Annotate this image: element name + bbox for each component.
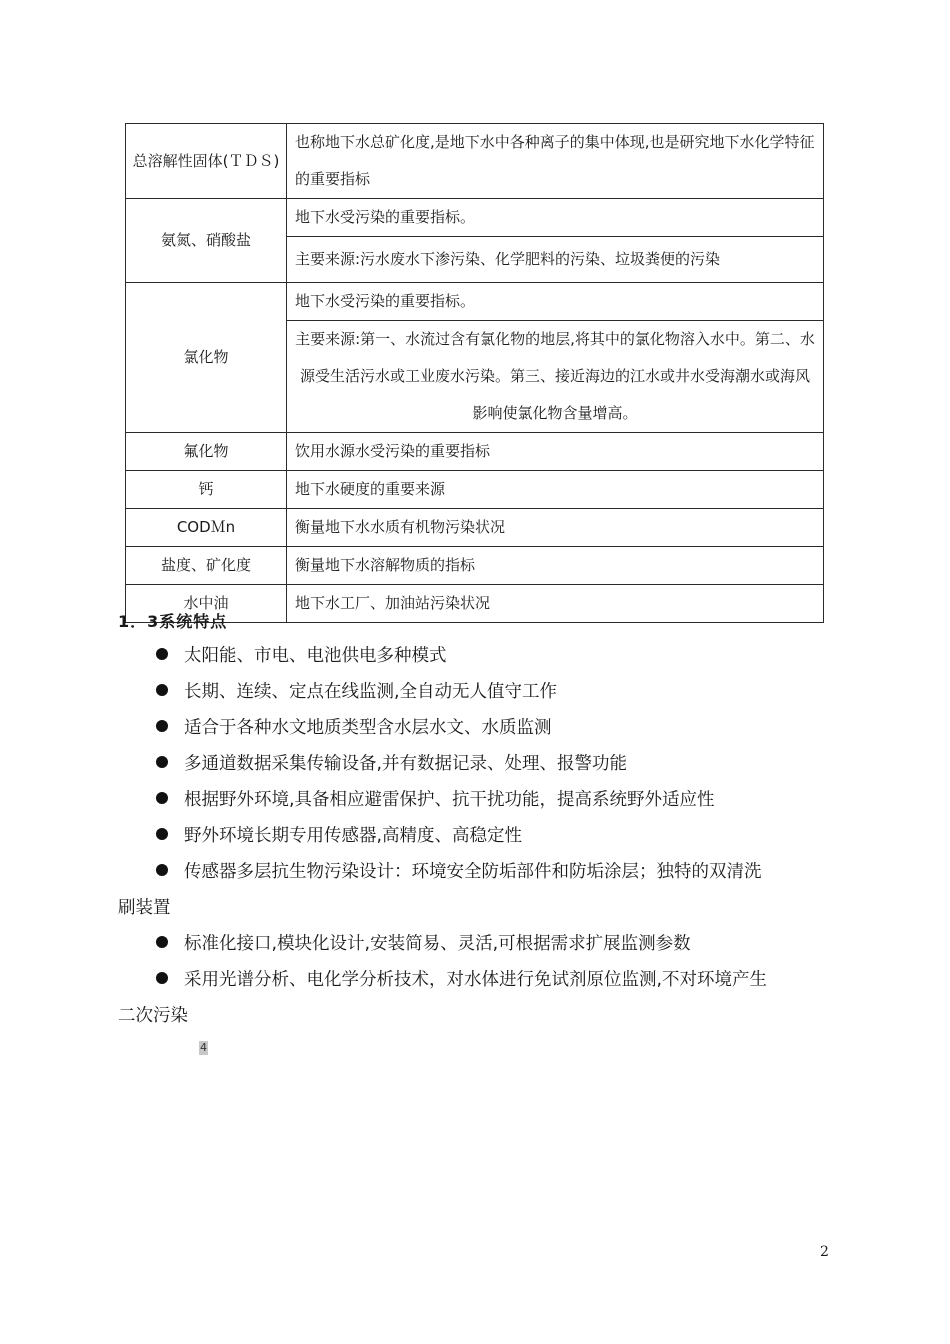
list-item <box>118 710 830 746</box>
bullet-icon <box>156 936 168 948</box>
table-row <box>126 509 824 547</box>
parameter-description: 衡量地下水溶解物质的指标 <box>287 547 824 585</box>
parameter-description: 地下水受污染的重要指标。 <box>287 199 824 237</box>
feature-list <box>118 638 830 1034</box>
parameter-table <box>125 123 824 623</box>
parameter-description: 饮用水源水受污染的重要指标 <box>287 433 824 471</box>
parameter-description: 主要来源:污水废水下渗污染、化学肥料的污染、垃圾粪便的污染 <box>287 237 824 283</box>
parameter-name: CODＭn <box>126 509 287 547</box>
parameter-name: 盐度、矿化度 <box>126 547 287 585</box>
feature-text-continuation: 刷装置 <box>118 898 171 918</box>
feature-text: 适合于各种水文地质类型含水层水文、水质监测 <box>184 718 552 738</box>
parameter-name: 氨氮、硝酸盐 <box>126 199 287 283</box>
page-number: 2 <box>820 1244 829 1260</box>
table-row <box>126 471 824 509</box>
table-row <box>126 547 824 585</box>
list-item <box>118 854 830 926</box>
bullet-icon <box>156 864 168 876</box>
bullet-icon <box>156 648 168 660</box>
parameter-description: 也称地下水总矿化度,是地下水中各种离子的集中体现,也是研究地下水化学特征的重要指标 <box>287 124 824 199</box>
feature-text-continuation: 二次污染 <box>118 1006 188 1026</box>
list-item <box>118 962 830 1034</box>
feature-text: 标准化接口,模块化设计,安装简易、灵活,可根据需求扩展监测参数 <box>184 934 691 954</box>
feature-text: 根据野外环境,具备相应避雷保护、抗干扰功能，提高系统野外适应性 <box>184 790 715 810</box>
parameter-description: 主要来源:第一、水流过含有氯化物的地层,将其中的氯化物溶入水中。第二、水源受生活污水或工业废水污染。第三、接近海边的江水或井水受海潮水或海风影响使氯化物含量增高。 <box>287 321 824 433</box>
parameter-name: 钙 <box>126 471 287 509</box>
table-row <box>126 199 824 237</box>
list-item <box>118 782 830 818</box>
bullet-icon <box>156 792 168 804</box>
table-row <box>126 433 824 471</box>
feature-text: 多通道数据采集传输设备,并有数据记录、处理、报警功能 <box>184 754 628 774</box>
bullet-icon <box>156 756 168 768</box>
page-marker: 4 <box>200 1041 207 1054</box>
list-item <box>118 926 830 962</box>
section-heading: 1．3系统特点 <box>118 612 228 631</box>
bullet-icon <box>156 684 168 696</box>
parameter-name: 总溶解性固体(ＴＤＳ) <box>126 124 287 199</box>
list-item <box>118 674 830 710</box>
parameter-description: 地下水受污染的重要指标。 <box>287 283 824 321</box>
parameter-description: 地下水工厂、加油站污染状况 <box>287 585 824 623</box>
parameter-description: 衡量地下水水质有机物污染状况 <box>287 509 824 547</box>
list-item <box>118 638 830 674</box>
feature-text: 长期、连续、定点在线监测,全自动无人值守工作 <box>184 682 558 702</box>
parameter-name: 氟化物 <box>126 433 287 471</box>
parameter-name: 水中油 <box>126 585 287 623</box>
feature-text: 采用光谱分析、电化学分析技术，对水体进行免试剂原位监测,不对环境产生 <box>184 970 768 990</box>
parameter-name: 氯化物 <box>126 283 287 433</box>
feature-text: 传感器多层抗生物污染设计：环境安全防垢部件和防垢涂层；独特的双清洗 <box>184 862 762 882</box>
parameter-description: 地下水硬度的重要来源 <box>287 471 824 509</box>
list-item <box>118 746 830 782</box>
table-row <box>126 124 824 199</box>
bullet-icon <box>156 720 168 732</box>
bullet-icon <box>156 828 168 840</box>
feature-text: 太阳能、市电、电池供电多种模式 <box>184 646 447 666</box>
table-row <box>126 283 824 321</box>
table-row <box>126 585 824 623</box>
list-item <box>118 818 830 854</box>
feature-text: 野外环境长期专用传感器,高精度、高稳定性 <box>184 826 523 846</box>
bullet-icon <box>156 972 168 984</box>
